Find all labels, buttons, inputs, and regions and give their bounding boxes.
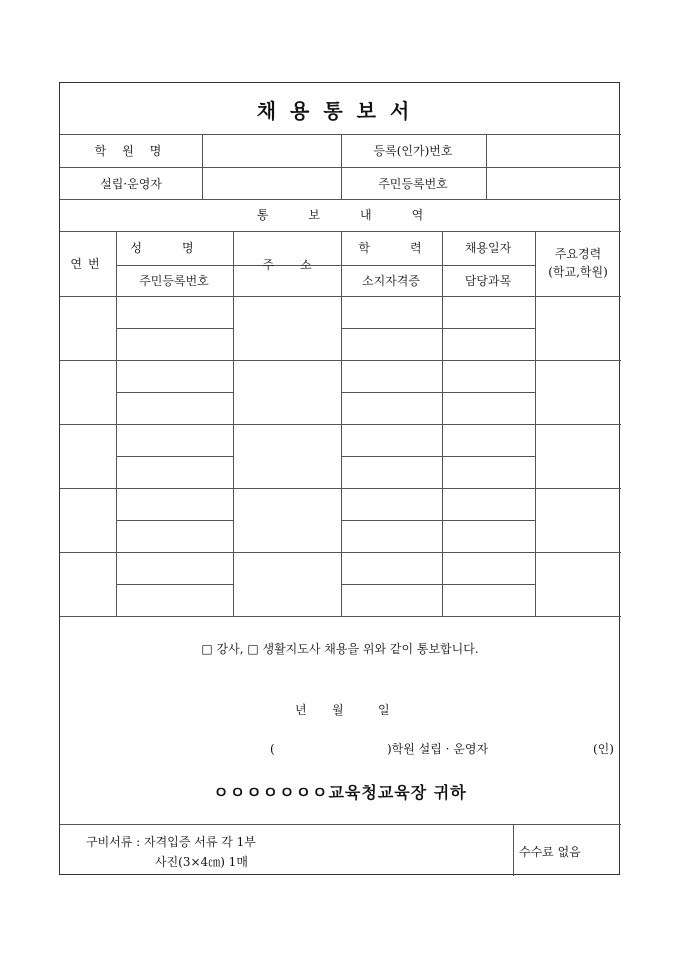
divider [116,328,233,329]
reg-number-label: 등록(인가)번호 [373,144,453,158]
divider [341,392,535,393]
notice-details-label: 통보내역 [256,208,464,222]
form-title: 채용통보서 [256,99,424,123]
signature-open: ( [270,742,275,756]
date-year: 년 [295,703,307,717]
divider [341,231,342,616]
founder-label: 설립·운영자 [100,177,162,191]
divider [60,199,621,200]
address-header: 주소 [262,258,338,272]
fee-label: 수수료 없음 [519,845,581,859]
divider [60,616,621,617]
divider [442,231,443,616]
divider [513,824,514,876]
signature-seal: (인) [593,742,614,756]
career-header: 주요경력 [554,247,602,261]
divider [116,584,233,585]
date-day: 일 [378,703,390,717]
divider [486,134,487,199]
divider [341,520,535,521]
divider [341,265,535,266]
resident-number-header: 주민등록번호 [139,274,209,288]
divider [341,584,535,585]
divider [116,392,233,393]
subject-header: 담당과목 [464,274,512,288]
serial-header: 연번 [70,257,106,271]
career-header-sub: (학교,학원) [548,265,608,279]
divider [202,134,203,199]
hire-date-header: 채용일자 [464,241,512,255]
date-month: 월 [332,703,344,717]
divider [341,456,535,457]
license-header: 소지자격증 [362,274,420,288]
addressee: ㅇㅇㅇㅇㅇㅇㅇ교육청교육장 귀하 [213,783,467,802]
divider [116,231,117,616]
divider [60,824,621,825]
divider [233,231,234,616]
academy-name-label: 학원명 [94,144,178,158]
required-documents: 구비서류 : 자격입증 서류 각 1부 [86,835,256,849]
notice-statement: □ 강사, □ 생활지도사 채용을 위와 같이 통보합니다. [201,642,479,656]
divider [535,231,536,616]
divider [116,520,233,521]
employment-notice-form [59,82,620,875]
signature-label: )학원 설립 · 운영자 [387,742,489,756]
divider [116,456,233,457]
required-documents-photo: 사진(3×4㎝) 1매 [155,855,248,869]
divider [341,134,342,199]
resident-number-label: 주민등록번호 [378,177,448,191]
education-header: 학력 [358,241,462,255]
name-header: 성명 [130,241,234,255]
divider [341,328,535,329]
